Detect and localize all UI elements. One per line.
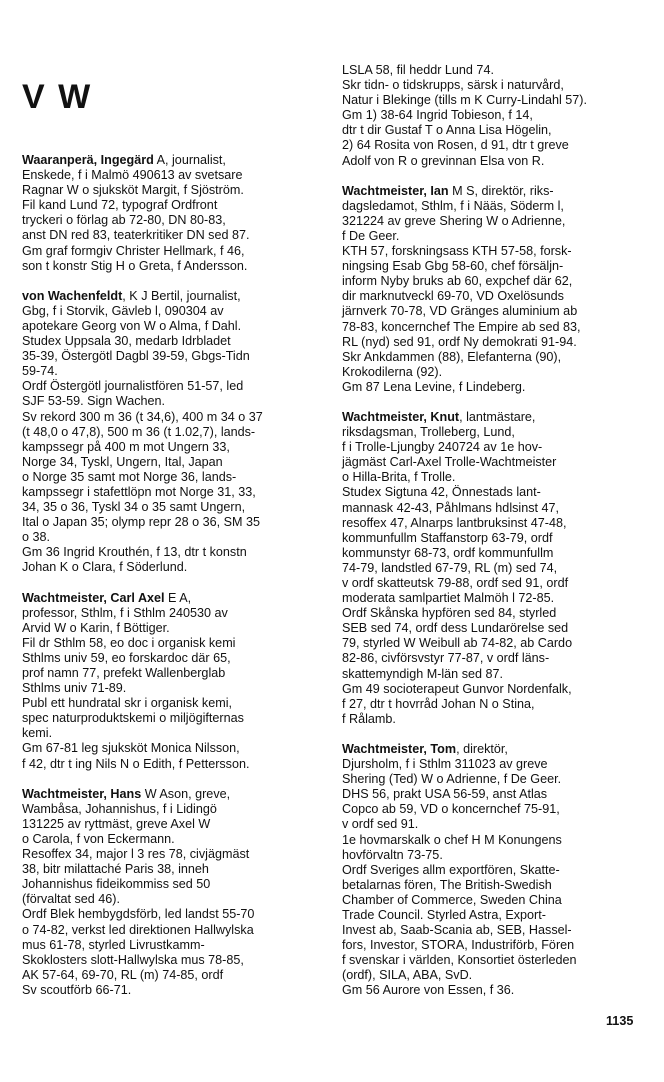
entry-line [342, 848, 642, 863]
entry-name: Wachtmeister, Hans [22, 786, 142, 801]
entry-text: (ordf), SILA, ABA, SvD. [342, 968, 473, 983]
entry-line [342, 154, 642, 169]
entry-line [342, 636, 642, 651]
entry-text: apotekare Georg von W o Alma, f Dahl. [22, 318, 242, 333]
entry-name: Wachtmeister, Tom [342, 741, 457, 756]
entry-line [22, 500, 327, 515]
entry-text: LSLA 58, fil heddr Lund 74. [342, 63, 494, 77]
entry-line [342, 923, 642, 938]
entry-text: fors, Investor, STORA, Industriförb, Fören [342, 938, 575, 953]
entry-text: Ordf Östergötl journalistfören 51-57, led [22, 379, 244, 394]
entry-line [22, 183, 327, 198]
entry-text: 1e hovmarskalk o chef H M Konungens [342, 832, 562, 847]
entry-line [22, 923, 327, 938]
entry-text: Sthlms univ 59, eo forskardoc där 65, [22, 650, 231, 665]
entry-text: 74-79, landstled 67-79, RL (m) sed 74, [342, 560, 558, 575]
entry-line [342, 304, 642, 319]
entry-text: o Norge 35 samt mot Norge 36, lands- [22, 469, 237, 484]
entry-text: Gm 36 Ingrid Krouthén, f 13, dtr t konstn [22, 545, 247, 560]
entry-text: Shering (Ted) W o Adrienne, f De Geer. [342, 772, 562, 787]
entry-name: Waaranperä, Ingegärd [22, 153, 154, 167]
entry-text: kampssegr i stafettlöpn mot Norge 31, 33, [22, 484, 256, 499]
entry-line [342, 772, 642, 787]
entry-text: 79, styrled W Weibull ab 74-82, ab Cardo [342, 636, 573, 651]
entry-line [22, 817, 327, 832]
entry-text: SJF 53-59. Sign Wachen. [22, 394, 166, 409]
entry-line [342, 108, 642, 123]
biography-entry [342, 184, 642, 395]
entry-text: Natur i Blekinge (tills m K Curry-Lindahl 57). [342, 93, 587, 108]
entry-line [342, 455, 642, 470]
entry-line [22, 681, 327, 696]
entry-text: DHS 56, prakt USA 56-59, anst Atlas [342, 787, 548, 802]
entry-text: kommunfullm Staffanstorp 63-79, ordf [342, 530, 553, 545]
biography-entry [342, 742, 642, 999]
entry-text: Trade Council. Styrled Astra, Export- [342, 907, 546, 922]
entry-line [22, 364, 327, 379]
entry-line [22, 530, 327, 545]
entry-line [342, 682, 642, 697]
entry-line [342, 817, 642, 832]
entry-line [22, 304, 327, 319]
entry-text: dir marknutveckl 69-70, VD Oxelösunds [342, 289, 564, 304]
entry-text: anst DN red 83, teaterkritiker DN sed 87. [22, 228, 250, 243]
entry-text: 82-86, civförsvstyr 77-87, v ordf läns- [342, 651, 550, 666]
entry-text: Skr tidn- o tidskrupps, särsk i naturvård, [342, 78, 564, 93]
biography-entry [22, 289, 327, 576]
entry-text: professor, Sthlm, f i Sthlm 240530 av [22, 605, 228, 620]
section-letters: V W [22, 78, 93, 116]
entry-text: v ordf skatteutsk 79-88, ordf sed 91, ordf [342, 576, 569, 590]
entry-line [22, 425, 327, 440]
entry-line [22, 213, 327, 228]
entry-line [22, 394, 327, 409]
entry-text: Ragnar W o sjuksköt Margit, f Sjöström. [22, 183, 244, 198]
entry-line [342, 878, 642, 893]
entry-line [22, 485, 327, 500]
entry-text: mannask 42-43, Påhlmans hdlsinst 47, [342, 500, 560, 515]
entry-text: AK 57-64, 69-70, RL (m) 74-85, ordf [22, 967, 224, 982]
entry-text: Chamber of Commerce, Sweden China [342, 892, 562, 907]
entry-text: riksdagsman, Trolleberg, Lund, [342, 425, 515, 440]
entry-text: Invest ab, Saab-Scania ab, SEB, Hassel- [342, 923, 572, 938]
entry-text: Gbg, f i Storvik, Gävleb l, 090304 av [22, 303, 224, 318]
entry-line [22, 319, 327, 334]
entry-text: , K J Bertil, journalist, [122, 288, 241, 303]
entry-line [342, 938, 642, 953]
entry-line [22, 455, 327, 470]
entry-line [342, 983, 642, 998]
biography-entry [342, 410, 642, 727]
entry-text: (t 48,0 o 47,8), 500 m 36 (t 1.02,7), lands- [22, 424, 256, 439]
entry-line [342, 893, 642, 908]
entry-text: betalarnas fören, The British-Swedish [342, 877, 552, 892]
entry-text: kemi. [22, 726, 53, 741]
entry-line [22, 545, 327, 560]
entry-text: E A, [164, 590, 192, 605]
entry-text: M S, direktör, riks- [448, 183, 554, 198]
entry-line [342, 123, 642, 138]
entry-text: Fil dr Sthlm 58, eo doc i organisk kemi [22, 635, 236, 650]
entry-text: inform Nyby bruks ab 60, expchef där 62, [342, 274, 573, 289]
entry-text: Johannishus fideikommiss sed 50 [22, 877, 211, 892]
entry-line [342, 199, 642, 214]
entry-text: Resoffex 34, major l 3 res 78, civjägmäst [22, 847, 250, 862]
entry-line [22, 741, 327, 756]
entry-line [22, 244, 327, 259]
entry-text: , direktör, [456, 741, 508, 756]
entry-text: järnverk 70-78, VD Gränges aluminium ab [342, 304, 578, 319]
entry-text: Skoklosters slott-Hallwylska mus 78-85, [22, 952, 244, 967]
entry-line [342, 833, 642, 848]
entry-text: f Rålamb. [342, 711, 396, 726]
entry-text: skattemyndigh M-län sed 87. [342, 666, 504, 681]
entry-line [342, 802, 642, 817]
entry-text: Studex Uppsala 30, medarb Idrbladet [22, 334, 231, 349]
entry-text: moderata samlpartiet Malmöh l 72-85. [342, 591, 555, 606]
entry-text: Sv scoutförb 66-71. [22, 982, 132, 997]
biography-entry [342, 63, 642, 169]
page-number: 1135 [606, 1014, 634, 1028]
entry-line [22, 470, 327, 485]
entry-text: Publ ett hundratal skr i organisk kemi, [22, 696, 232, 711]
entry-text: Enskede, f i Malmö 490613 av svetsare [22, 168, 243, 183]
entry-line [342, 214, 642, 229]
entry-line [342, 516, 642, 531]
entry-line [342, 787, 642, 802]
entry-text: Djursholm, f i Sthlm 311023 av greve [342, 757, 548, 772]
entry-line [22, 938, 327, 953]
entry-text: kampssegr på 400 m mot Ungern 33, [22, 439, 230, 454]
entry-line [342, 350, 642, 365]
entry-text: Adolf von R o grevinnan Elsa von R. [342, 153, 545, 168]
entry-text: Sthlms univ 71-89. [22, 681, 127, 696]
entry-line [342, 561, 642, 576]
entry-line [22, 757, 327, 772]
entry-line [22, 666, 327, 681]
entry-line [342, 63, 642, 78]
entry-line [22, 228, 327, 243]
entry-text: Johan K o Clara, f Söderlund. [22, 560, 188, 575]
entry-line [342, 229, 642, 244]
entry-line [22, 787, 327, 802]
entry-line [22, 968, 327, 983]
entry-line [342, 621, 642, 636]
entry-line [22, 651, 327, 666]
entry-line [22, 711, 327, 726]
entry-text: prof namn 77, prefekt Wallenberglab [22, 666, 226, 680]
entry-line [22, 379, 327, 394]
entry-text: 38, bitr milattaché Paris 38, inneh [22, 862, 209, 877]
entry-text: Norge 34, Tyskl, Ungern, Ital, Japan [22, 454, 223, 469]
entry-line [342, 485, 642, 500]
entry-line [342, 742, 642, 757]
right-column [342, 63, 642, 1014]
entry-line [22, 349, 327, 364]
entry-line [22, 802, 327, 817]
entry-line [342, 410, 642, 425]
entry-text: son t konstr Stig H o Greta, f Andersson. [22, 258, 248, 273]
entry-text: dagsledamot, Sthlm, f i Nääs, Söderm l, [342, 198, 564, 213]
entry-text: f svenskar i världen, Konsortiet österleden [342, 953, 577, 968]
entry-line [342, 501, 642, 516]
entry-text: RL (nyd) sed 91, ordf Ny demokrati 91-94. [342, 334, 577, 349]
entry-line [22, 606, 327, 621]
entry-text: o 74-82, verkst led direktionen Hallwylska [22, 922, 254, 937]
entry-line [342, 274, 642, 289]
entry-text: Gm 1) 38-64 Ingrid Tobieson, f 14, [342, 108, 533, 123]
entry-text: Krokodilerna (92). [342, 364, 443, 379]
entry-line [22, 259, 327, 274]
entry-text: o 38. [22, 530, 51, 545]
entry-line [22, 877, 327, 892]
entry-text: kommunstyr 68-73, ordf kommunfullm [342, 545, 554, 560]
entry-text: 131225 av ryttmäst, greve Axel W [22, 816, 211, 831]
entry-line [342, 138, 642, 153]
entry-line [342, 606, 642, 621]
entry-text: Copco ab 59, VD o koncernchef 75-91, [342, 802, 560, 817]
entry-line [342, 667, 642, 682]
entry-text: 321224 av greve Shering W o Adrienne, [342, 213, 566, 228]
entry-line [22, 334, 327, 349]
entry-line [22, 862, 327, 877]
entry-text: 2) 64 Rosita von Rosen, d 91, dtr t greve [342, 138, 569, 153]
entry-text: tryckeri o förlag ab 72-80, DN 80-83, [22, 213, 226, 228]
entry-line [22, 953, 327, 968]
entry-line [22, 153, 327, 168]
entry-text: Ordf Sveriges allm exportfören, Skatte- [342, 862, 560, 877]
entry-line [342, 953, 642, 968]
entry-text: Sv rekord 300 m 36 (t 34,6), 400 m 34 o 37 [22, 409, 263, 424]
left-column [22, 153, 327, 1013]
entry-text: jägmäst Carl-Axel Trolle-Wachtmeister [342, 455, 557, 470]
entry-name: Wachtmeister, Knut [342, 409, 460, 424]
entry-line [22, 636, 327, 651]
entry-text: 78-83, koncernchef The Empire ab sed 83, [342, 319, 581, 334]
entry-text: Gm graf formgiv Christer Hellmark, f 46, [22, 243, 245, 258]
entry-text: 34, 35 o 36, Tyskl 34 o 35 samt Ungern, [22, 500, 246, 515]
entry-text: Gm 49 socioterapeut Gunvor Nordenfalk, [342, 681, 572, 696]
entry-line [342, 380, 642, 395]
entry-line [22, 289, 327, 304]
entry-line [22, 983, 327, 998]
biography-entry [22, 153, 327, 274]
entry-name: von Wachenfeldt [22, 288, 123, 303]
entry-line [342, 93, 642, 108]
entry-line [342, 712, 642, 727]
biography-entry [22, 787, 327, 998]
entry-line [342, 697, 642, 712]
entry-text: , lantmästare, [459, 409, 536, 424]
entry-text: ningsing Esab Gbg 58-60, chef försäljn- [342, 259, 564, 274]
entry-line [342, 244, 642, 259]
entry-line [22, 560, 327, 575]
entry-name: Wachtmeister, Carl Axel [22, 590, 165, 605]
entry-line [22, 621, 327, 636]
entry-line [22, 168, 327, 183]
entry-text: Wambåsa, Johannishus, f i Lidingö [22, 801, 217, 816]
entry-line [342, 440, 642, 455]
entry-line [342, 531, 642, 546]
entry-text: Ordf Blek hembygdsförb, led landst 55-70 [22, 907, 255, 922]
entry-line [342, 78, 642, 93]
entry-text: 35-39, Östergötl Dagbl 39-59, Gbgs-Tidn [22, 349, 250, 364]
entry-text: f 27, dtr t hovrråd Johan N o Stina, [342, 696, 535, 711]
entry-line [342, 651, 642, 666]
entry-text: f De Geer. [342, 228, 400, 243]
entry-line [342, 365, 642, 380]
entry-text: o Carola, f von Eckermann. [22, 831, 175, 846]
entry-line [22, 726, 327, 741]
entry-text: Ital o Japan 35; olymp repr 28 o 36, SM 35 [22, 515, 261, 530]
entry-line [342, 546, 642, 561]
entry-text: f 42, dtr t ing Nils N o Edith, f Pettersson. [22, 756, 250, 771]
entry-text: Gm 56 Aurore von Essen, f 36. [342, 983, 515, 998]
entry-text: spec naturproduktskemi o miljögifternas [22, 711, 244, 726]
entry-line [342, 576, 642, 591]
entry-line [342, 470, 642, 485]
entry-line [22, 847, 327, 862]
entry-line [342, 757, 642, 772]
entry-line [342, 591, 642, 606]
entry-line [22, 696, 327, 711]
biography-entry [22, 591, 327, 772]
entry-text: W Ason, greve, [141, 786, 231, 801]
entry-line [342, 335, 642, 350]
entry-line [342, 425, 642, 440]
entry-text: Gm 67-81 leg sjuksköt Monica Nilsson, [22, 741, 240, 756]
entry-text: Studex Sigtuna 42, Önnestads lant- [342, 485, 541, 500]
entry-text: Gm 87 Lena Levine, f Lindeberg. [342, 379, 526, 394]
entry-text: Arvid W o Karin, f Böttiger. [22, 620, 170, 635]
entry-text: f i Trolle-Ljungby 240724 av 1e hov- [342, 440, 543, 455]
entry-line [342, 908, 642, 923]
entry-line [342, 184, 642, 199]
entry-text: 59-74. [22, 364, 58, 379]
entry-line [22, 892, 327, 907]
entry-text: hovförvaltn 73-75. [342, 847, 443, 862]
entry-line [342, 320, 642, 335]
entry-text: A, journalist, [153, 153, 226, 167]
entry-text: resoffex 47, Alnarps lantbruksinst 47-48, [342, 515, 567, 530]
entry-line [22, 907, 327, 922]
entry-text: Fil kand Lund 72, typograf Ordfront [22, 198, 218, 213]
entry-line [342, 289, 642, 304]
entry-line [342, 968, 642, 983]
entry-text: (förvaltat sed 46). [22, 892, 120, 907]
entry-line [22, 440, 327, 455]
entry-text: Skr Ankdammen (88), Elefanterna (90), [342, 349, 562, 364]
entry-line [22, 591, 327, 606]
entry-line [22, 832, 327, 847]
entry-text: KTH 57, forskningsass KTH 57-58, forsk- [342, 244, 572, 259]
entry-text: SEB sed 74, ordf dess Lundarörelse sed [342, 621, 569, 636]
entry-line [22, 515, 327, 530]
entry-name: Wachtmeister, Ian [342, 183, 449, 198]
entry-line [342, 863, 642, 878]
entry-line [22, 198, 327, 213]
entry-text: o Hilla-Brita, f Trolle. [342, 470, 456, 485]
entry-text: mus 61-78, styrled Livrustkamm- [22, 937, 205, 952]
entry-text: Ordf Skånska hypfören sed 84, styrled [342, 606, 557, 621]
entry-text: v ordf sed 91. [342, 817, 419, 832]
entry-text: dtr t dir Gustaf T o Anna Lisa Högelin, [342, 123, 552, 138]
entry-line [342, 259, 642, 274]
entry-line [22, 410, 327, 425]
